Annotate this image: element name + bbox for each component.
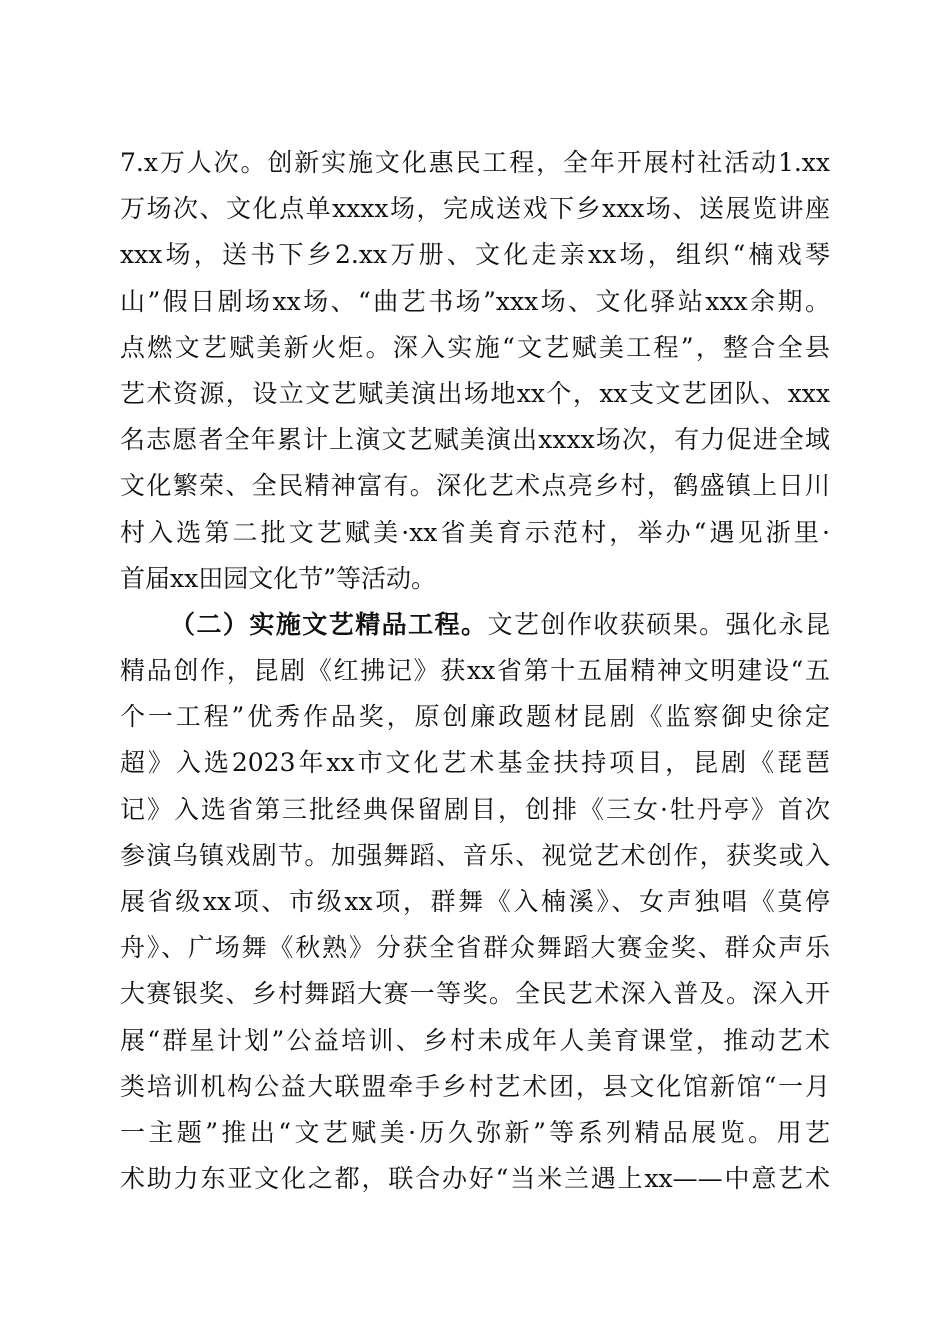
text-line: 舟》、广场舞《秋熟》分获全省群众舞蹈大赛金奖、群众声乐	[120, 933, 830, 963]
text-line: 艺术资源，设立文艺赋美演出场地xx个，xx支文艺团队、xxx	[120, 378, 830, 408]
text-line: 文化繁荣、全民精神富有。深化艺术点亮乡村，鹤盛镇上日川	[120, 471, 830, 501]
document-page	[120, 140, 830, 1202]
text-line: 记》入选省第三批经典保留剧目，创排《三女·牡丹亭》首次	[120, 794, 830, 824]
text-line: 7.x万人次。创新实施文化惠民工程，全年开展村社活动1.xx	[120, 148, 830, 177]
text-line: 万场次、文化点单xxxx场，完成送戏下乡xxx场、送展览讲座	[120, 194, 830, 224]
text-line: 术助力东亚文化之都，联合办好“当米兰遇上xx——中意艺术	[120, 1164, 830, 1194]
text-line: 展省级xx项、市级xx项，群舞《入楠溪》、女声独唱《莫停	[120, 887, 830, 916]
text-line: 山”假日剧场xx场、“曲艺书场”xxx场、文化驿站xxx余期。	[120, 286, 830, 316]
text-line: 参演乌镇戏剧节。加强舞蹈、音乐、视觉艺术创作，获奖或入	[120, 840, 830, 870]
text-line: 大赛银奖、乡村舞蹈大赛一等奖。全民艺术深入普及。深入开	[120, 979, 830, 1009]
text-line: 点燃文艺赋美新火炬。深入实施“文艺赋美工程”，整合全县	[120, 332, 830, 362]
text-line: 名志愿者全年累计上演文艺赋美演出xxxx场次，有力促进全域	[120, 425, 830, 455]
text-span: 文艺创作收获硕果。强化永昆	[487, 609, 830, 639]
text-line: 个一工程”优秀作品奖，原创廉政题材昆剧《监察御史徐定	[120, 702, 830, 732]
text-line: 村入选第二批文艺赋美·xx省美育示范村，举办“遇见浙里·	[120, 517, 830, 547]
text-line: 首届xx田园文化节”等活动。	[120, 563, 436, 593]
text-line: xxx场，送书下乡2.xx万册、文化走亲xx场，组织“楠戏琴	[120, 240, 830, 270]
section-heading: （二）实施文艺精品工程。	[170, 609, 488, 639]
paragraph-arts-excellence	[120, 602, 830, 1202]
text-line: 类培训机构公益大联盟牵手乡村艺术团，县文化馆新馆“一月	[120, 1071, 830, 1101]
text-line: 超》入选2023年xx市文化艺术基金扶持项目，昆剧《琵琶	[120, 748, 830, 778]
paragraph-first-line	[120, 602, 830, 648]
paragraph-cultural-benefit	[120, 140, 830, 602]
text-line: 一主题”推出“文艺赋美·历久弥新”等系列精品展览。用艺	[120, 1117, 830, 1147]
text-line: 精品创作，昆剧《红拂记》获xx省第十五届精神文明建设“五	[120, 656, 830, 686]
text-line: 展“群星计划”公益培训、乡村未成年人美育课堂，推动艺术	[120, 1025, 830, 1055]
